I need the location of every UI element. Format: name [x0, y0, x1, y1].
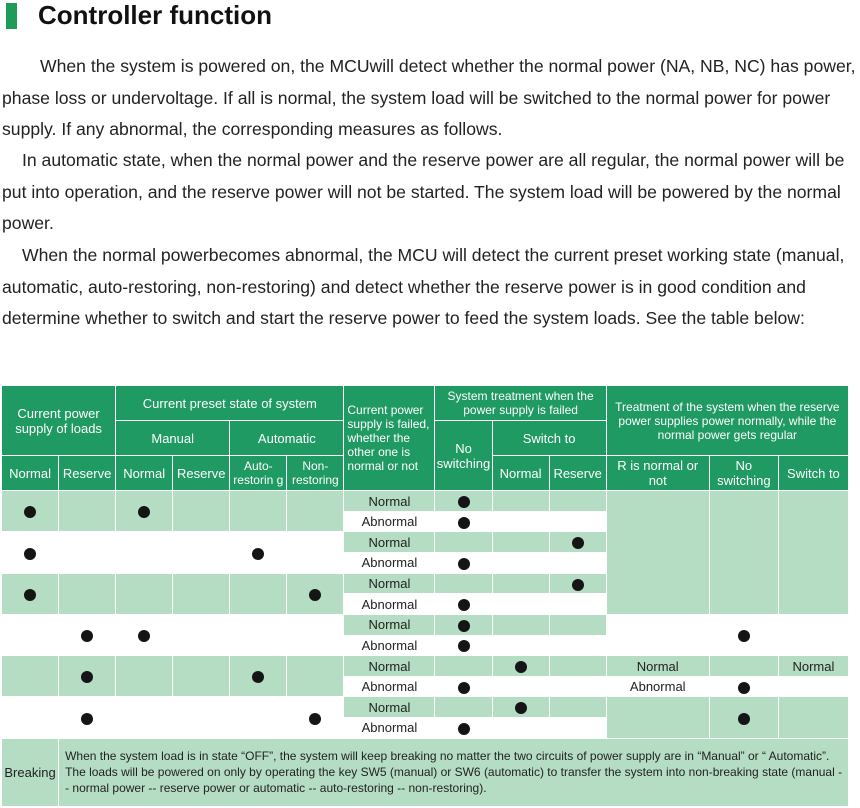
status-normal: Normal — [344, 573, 435, 594]
paragraph-1: When the system is powered on, the MCUwill detect whether the normal power (NA, NB, NC) has power, phase loss or undervoltage. If all is normal, the system load will be switched to the normal power for power supply. If any abnormal, the corresponding measures as follows. — [2, 56, 856, 139]
dot-marker — [24, 589, 36, 601]
dot-marker — [81, 713, 93, 725]
dot-marker — [252, 671, 264, 683]
header-auto-restoring: Auto-restorin g — [230, 456, 287, 491]
dot-marker — [458, 496, 470, 508]
dot-marker — [458, 723, 470, 735]
header-switch-to: Switch to — [492, 421, 606, 456]
header-non-restoring: Non-restoring — [287, 456, 344, 491]
dot-marker — [515, 702, 527, 714]
status-normal: Normal — [344, 656, 435, 677]
header-manual-reserve: Reserve — [173, 456, 230, 491]
dot-marker — [458, 640, 470, 652]
controller-function-table — [1, 385, 849, 807]
status-abnormal: Abnormal — [344, 511, 435, 532]
status-abnormal: Abnormal — [344, 594, 435, 615]
r-status-abnormal: Abnormal — [606, 676, 709, 697]
r-status-normal: Normal — [606, 656, 709, 677]
status-abnormal: Abnormal — [344, 635, 435, 656]
header-manual: Manual — [116, 421, 230, 456]
heading-accent-bar — [6, 3, 17, 29]
dot-marker — [138, 506, 150, 518]
dot-marker — [458, 682, 470, 694]
status-abnormal: Abnormal — [344, 718, 435, 739]
dot-marker — [738, 713, 750, 725]
breaking-description: When the system load is in state “OFF”, the system will keep breaking no matter the two circuits of power supply are in “Manual” or “ Automatic”. The loads will be powered on only by operating the key SW5 (manual) or SW6 (automatic) to transfer the system into non-breaking state (manual -- normal power -- reserve power or automatic -- auto-restoring -- non-restoring). — [59, 738, 849, 806]
dot-marker — [458, 620, 470, 632]
header-normal: Normal — [2, 456, 59, 491]
dot-marker — [138, 630, 150, 642]
dot-marker — [81, 671, 93, 683]
paragraph-2: In automatic state, when the normal power and the reserve power are all regular, the normal power will be put into operation, and the reserve power will not be started. The system load will be powered by the normal power. — [2, 150, 845, 233]
dot-marker — [515, 661, 527, 673]
dot-marker — [309, 589, 321, 601]
header-failed-check: Current power supply is failed, whether the other one is normal or not — [344, 386, 435, 491]
status-abnormal: Abnormal — [344, 676, 435, 697]
dot-marker — [458, 599, 470, 611]
dot-marker — [572, 537, 584, 549]
status-normal: Normal — [344, 491, 435, 512]
dot-marker — [309, 713, 321, 725]
header-treatment-failed: System treatment when the power supply is failed — [435, 386, 606, 421]
header-preset-state: Current preset state of system — [116, 386, 344, 421]
switch-to-normal: Normal — [778, 656, 848, 677]
dot-marker — [24, 506, 36, 518]
header-no-switching-2: No switching — [709, 456, 778, 491]
header-switch-normal: Normal — [492, 456, 549, 491]
paragraph-3: When the normal powerbecomes abnormal, the MCU will detect the current preset working state (manual, automatic, auto-restoring, non-restoring) and detect whether the reserve power is in good condition and determine whether to switch and start the reserve power to feed the system loads. See the table below: — [2, 245, 845, 328]
header-treatment-reserve: Treatment of the system when the reserve power supplies power normally, while the normal power gets regular — [606, 386, 848, 456]
header-no-switching: No switching — [435, 421, 492, 491]
header-manual-normal: Normal — [116, 456, 173, 491]
breaking-label: Breaking — [2, 738, 59, 806]
dot-marker — [572, 579, 584, 591]
section-title: Controller function — [38, 0, 272, 30]
status-normal: Normal — [344, 614, 435, 635]
status-normal: Normal — [344, 697, 435, 718]
header-automatic: Automatic — [230, 421, 344, 456]
dot-marker — [458, 517, 470, 529]
status-normal: Normal — [344, 532, 435, 553]
header-switch-reserve: Reserve — [549, 456, 606, 491]
dot-marker — [252, 548, 264, 560]
header-reserve: Reserve — [59, 456, 116, 491]
dot-marker — [81, 630, 93, 642]
dot-marker — [738, 682, 750, 694]
header-switch-to-2: Switch to — [778, 456, 848, 491]
header-r-is-normal: R is normal or not — [606, 456, 709, 491]
header-current-power: Current power supply of loads — [2, 386, 116, 456]
dot-marker — [458, 558, 470, 570]
status-abnormal: Abnormal — [344, 553, 435, 574]
dot-marker — [24, 548, 36, 560]
dot-marker — [738, 630, 750, 642]
